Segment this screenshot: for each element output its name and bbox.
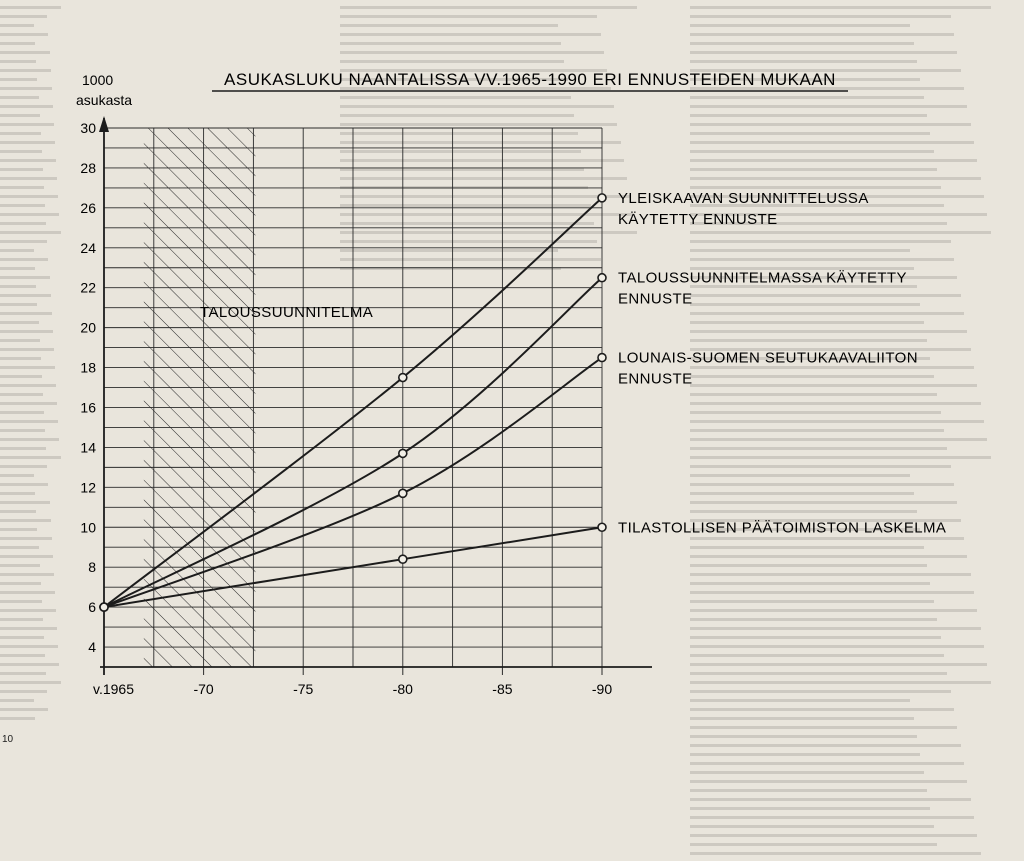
background-text-line (690, 834, 977, 837)
background-text-line (690, 807, 930, 810)
background-text-line (690, 771, 924, 774)
series-label: ENNUSTE (618, 290, 693, 308)
series-point (100, 603, 108, 611)
series-label: LOUNAIS-SUOMEN SEUTUKAAVALIITON (618, 349, 918, 367)
background-text-line (690, 843, 937, 846)
background-text-line (690, 852, 981, 855)
series-point (399, 489, 407, 497)
series-label: KÄYTETTY ENNUSTE (618, 210, 778, 228)
x-tick-label: -75 (293, 681, 314, 697)
y-tick-label: 12 (80, 479, 96, 496)
page-number: 10 (2, 734, 14, 745)
series-label: YLEISKAAVAN SUUNNITTELUSSA (618, 189, 869, 207)
y-axis-label-line-1: 1000 (82, 72, 114, 88)
background-text-line (690, 762, 964, 765)
series-label: TALOUSSUUNNITELMASSA KÄYTETTY (618, 269, 907, 287)
y-tick-label: 20 (80, 319, 96, 336)
y-tick-label: 14 (80, 439, 96, 456)
y-axis-arrow (99, 116, 109, 132)
series-point (598, 274, 606, 282)
background-text-line (690, 798, 971, 801)
x-tick-label: -80 (392, 681, 413, 697)
series-point (598, 523, 606, 531)
y-tick-label: 16 (80, 399, 96, 416)
series-point (399, 374, 407, 382)
x-tick-label: v.1965 (93, 681, 134, 697)
chart-title: ASUKASLUKU NAANTALISSA VV.1965-1990 ERI ENNUSTEIDEN MUKAAN (224, 70, 836, 89)
y-tick-label: 18 (80, 359, 96, 376)
series-point (598, 194, 606, 202)
background-text-line (690, 780, 967, 783)
y-tick-label: 8 (88, 559, 96, 576)
series-label: ENNUSTE (618, 370, 693, 388)
series-point (598, 354, 606, 362)
series-label: TILASTOLLISEN PÄÄTOIMISTON LASKELMA (618, 519, 947, 537)
y-axis-label-line-2: asukasta (76, 92, 133, 108)
background-text-line (690, 789, 927, 792)
y-tick-label: 22 (80, 279, 96, 296)
background-text-line (690, 825, 934, 828)
y-tick-label: 6 (88, 599, 96, 616)
background-text-line (690, 816, 974, 819)
y-tick-label: 4 (88, 639, 96, 656)
y-tick-label: 30 (80, 120, 96, 136)
x-tick-label: -70 (193, 681, 214, 697)
shaded-region-label: TALOUSSUUNNITELMA (200, 304, 374, 321)
x-tick-label: -85 (492, 681, 513, 697)
y-tick-label: 24 (80, 239, 96, 256)
series-point (399, 449, 407, 457)
y-tick-label: 28 (80, 159, 96, 176)
y-tick-label: 26 (80, 199, 96, 216)
series-point (399, 555, 407, 563)
x-tick-label: -90 (591, 681, 613, 697)
y-tick-label: 10 (80, 519, 96, 536)
